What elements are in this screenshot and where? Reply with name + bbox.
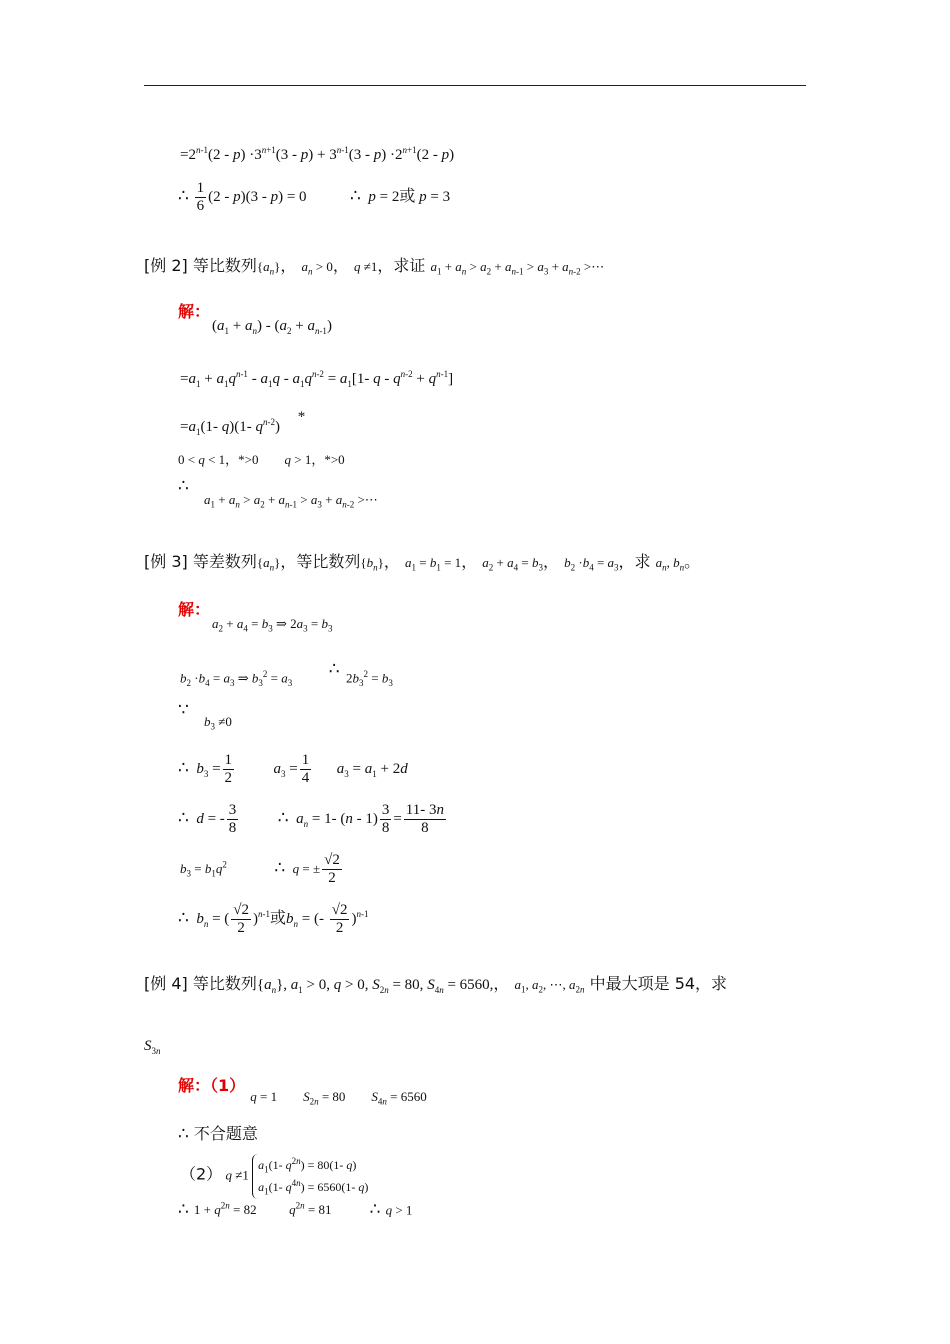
ex3-step5: $b_3 = b_1q^2$ ∴ q = ± $\frac{√2}{2}$ bbox=[180, 852, 340, 886]
ex3-step4: ∴ d = - $\frac{3}{8}$ ∴ $a_n = 1-$ (n - 1) $\frac{3}{8}$ = $\frac{11- 3n}{8}$ bbox=[178, 802, 444, 836]
example-3-solution-label: 解： bbox=[178, 600, 211, 619]
ex3-step2: $b_2 \cdot b_4 = a_3$ ⇒ $b_3^2 = a_3$ ∴ $2b_3^2 = b_3$ bbox=[180, 659, 393, 688]
ex4-s3n: $S_{3n}$ bbox=[144, 1038, 161, 1056]
ex2-conditions: 0 < q < 1，*>0 q > 1，*>0 bbox=[178, 452, 345, 467]
ex4-case2: （2） q ≠1 $a_1(1-$ $q^{2n}) = 80(1-$ q) $a_1(1-$ $q^{4n}) = 6560(1-$ q) bbox=[180, 1156, 369, 1197]
example-2-statement: [例 2] 等比数列$\{a_n\}$， $a_n > 0$， q ≠1，求证 $a_1 + a_n > a_2 + a_{n-1} > a_3 + a_{n-2}$ >⋯ bbox=[144, 256, 605, 277]
ex4-final: ∴ $1 + q^{2n} = 82$ $q^{2n} = 81$ ∴ q > 1 bbox=[178, 1199, 413, 1220]
ex2-conclusion: $a_1 + a_n > a_2 + a_{n-1} > a_3 + a_{n-2}$ >⋯ bbox=[204, 492, 378, 510]
ex3-step1: $a_2 + a_4 = b_3$ ⇒ $2a_3 = b_3$ bbox=[212, 616, 333, 634]
ex2-step2: $=a_1 + a_1q^{n-1} - a_1q - a_1q^{n-2} = a_1[1-$ $q - q^{n-2} + q^{n-1}$] bbox=[180, 369, 454, 389]
ex3-step6: ∴ $b_n$ = ( $\frac{√2}{2}$ )$^{n-1}$或$b_n$ = (- $\frac{√2}{2}$ )$^{n-1}$ bbox=[178, 902, 369, 936]
example-3-label: [例 3] bbox=[144, 552, 188, 571]
ex4-case1: 解：（1） $_{q = 1 S_{2n} = 80 S_{4n} = 6560}$ bbox=[178, 1076, 427, 1107]
example-4-statement: [例 4] 等比数列$\{a_n\}$, $a_1 > 0$, q > 0, $S_{2n} = 80$, $S_{4n} = 6560$,， $a_1$, $a_2$, ⋯, $a_{2n}$ 中最大项是 54，求 bbox=[144, 974, 728, 995]
example-4-label: [例 4] bbox=[144, 974, 188, 993]
ex2-step1: $(a_1 + a_n) - (a_2 + a_{n-1})$ bbox=[212, 318, 332, 336]
ex2-therefore: ∴ bbox=[178, 476, 189, 496]
example-2-label: [例 2] bbox=[144, 256, 188, 275]
header-rule bbox=[144, 85, 806, 86]
ex3-because: ∵ bbox=[178, 700, 189, 720]
ex3-b3-nonzero: $b_3 \ne 0$ bbox=[204, 714, 232, 732]
ex4-not-fit: ∴ 不合题意 bbox=[178, 1124, 258, 1144]
ex2-step3: $=a_1(1-$ q)(1- $q^{n-2}$) * bbox=[180, 409, 306, 437]
formula-continuation: $=2^{n-1}(2 - p) \cdot 3^{n+1}(3 - p) + 3^{n-1}(3 - p) \cdot 2^{n+1}(2 - p)$ bbox=[180, 145, 455, 163]
example-2-solution-label: 解： bbox=[178, 302, 211, 321]
ex3-step3: ∴ $b_3$ = $\frac{1}{2}$ $a_3$ = $\frac{1}{4}$ $a_3 = a_1 + 2d$ bbox=[178, 752, 408, 786]
example-3-statement: [例 3] 等差数列$\{a_n\}$，等比数列$\{b_n\}$， $a_1 = b_1 = 1$， $a_2 + a_4 = b_3$， $b_2 \cdot b_4 = a_3$，求 $a_n$, $b_n$。 bbox=[144, 552, 701, 573]
formula-result-p: ∴ $\frac{1}{6}$ (2 - p)(3 - p) = 0 ∴ p = 2或 p = 3 bbox=[178, 180, 451, 214]
